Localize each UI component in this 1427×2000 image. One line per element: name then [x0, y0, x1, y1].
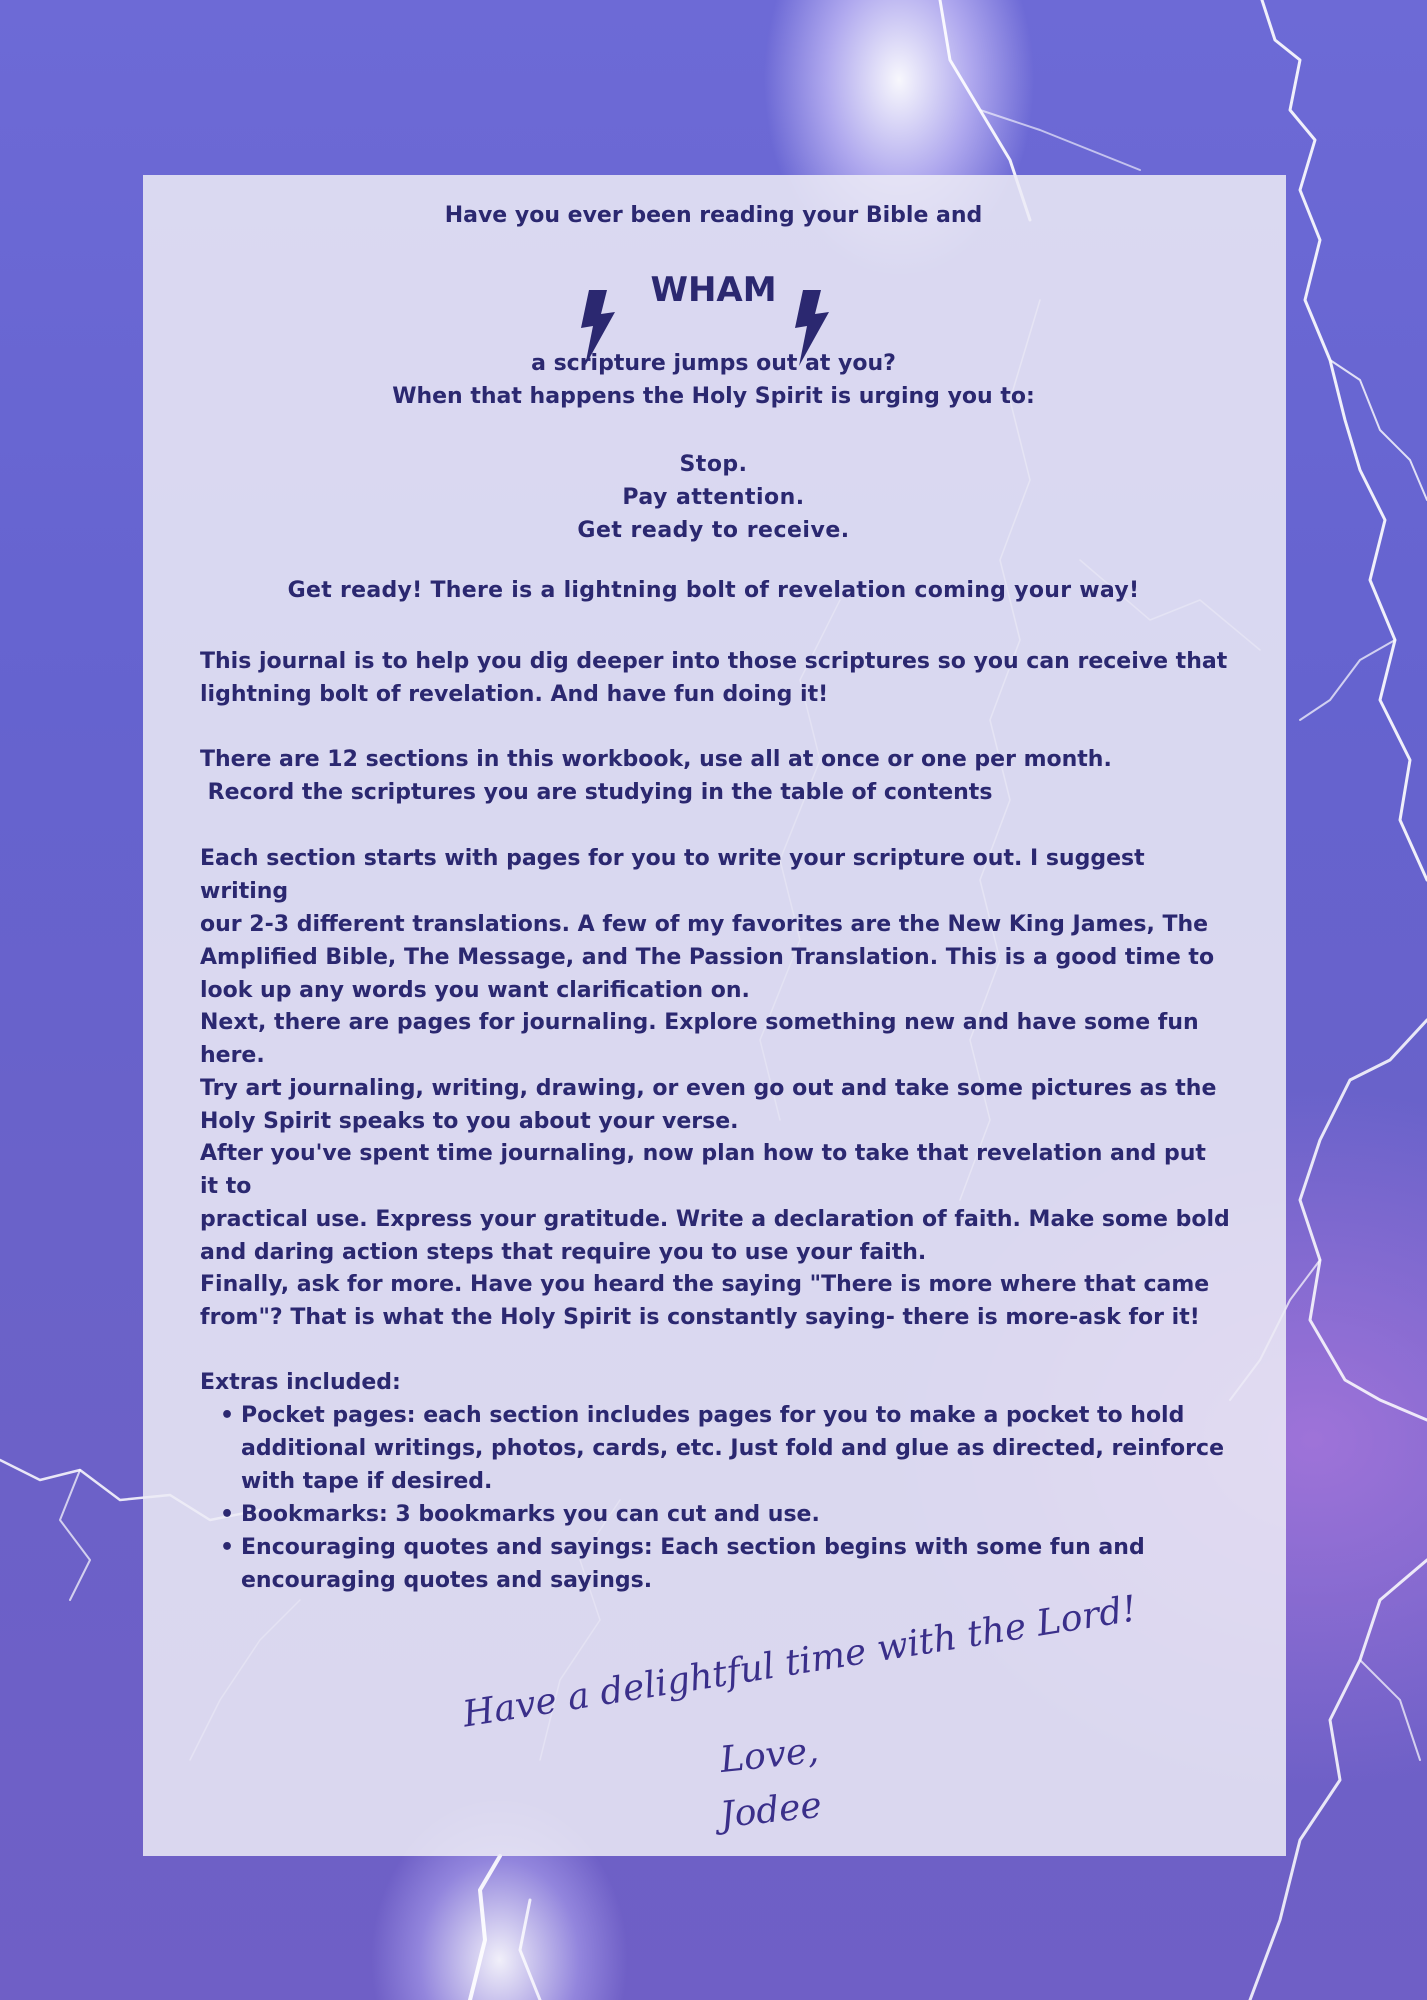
- paragraph-line: from"? That is what the Holy Spirit is constantly saying- there is more-ask for it!: [200, 1305, 1200, 1330]
- paragraph: [200, 1006, 1230, 1138]
- step-item: Get ready to receive.: [577, 518, 850, 543]
- subhead-line-2: When that happens the Holy Spirit is urging you to:: [392, 384, 1035, 409]
- list-item-line: • Bookmarks: 3 bookmarks you can cut and use.: [241, 1502, 820, 1527]
- paragraph-line: Holy Spirit speaks to you about your verse.: [200, 1109, 739, 1134]
- signature: Jodee: [718, 1784, 824, 1837]
- paragraph-line: and daring action steps that require you to use your faith.: [200, 1240, 927, 1265]
- extras-title: Extras included:: [200, 1370, 401, 1395]
- intro-line: Have you ever been reading your Bible and: [444, 203, 983, 228]
- list-item: [240, 1399, 1230, 1498]
- paragraph-line: Next, there are pages for journaling. Explore something new and have some fun here.: [200, 1010, 1199, 1068]
- step-item: Stop.: [679, 452, 748, 477]
- list-item-line: • Encouraging quotes and sayings: Each section begins with some fun and: [241, 1535, 1145, 1560]
- callout: Get ready! There is a lightning bolt of revelation coming your way!: [287, 578, 1140, 603]
- paragraph: [200, 1137, 1230, 1269]
- extras-list: [200, 1399, 1230, 1597]
- paragraph: [200, 645, 1230, 711]
- paragraph-line: our 2-3 different translations. A few of my favorites are the New King James, The: [200, 912, 1209, 937]
- paragraph: [200, 1268, 1230, 1334]
- extras-section: [200, 1366, 1230, 1597]
- steps-list: [0, 448, 1427, 547]
- list-item-line: with tape if desired.: [241, 1469, 493, 1494]
- list-item: [240, 1498, 1230, 1531]
- paragraph-line: Amplified Bible, The Message, and The Passion Translation. This is a good time to: [200, 945, 1215, 970]
- step-item: Pay attention.: [622, 485, 805, 510]
- paragraph-line: After you've spent time journaling, now plan how to take that revelation and put it to: [200, 1141, 1206, 1199]
- signoff: Have a delightful time with the Lord!: [460, 1588, 1140, 1736]
- closing: Love,: [718, 1729, 821, 1782]
- paragraph-line: look up any words you want clarification on.: [200, 978, 750, 1003]
- headline: WHAM: [650, 270, 777, 310]
- list-item-line: • Pocket pages: each section includes pages for you to make a pocket to hold: [241, 1403, 1185, 1428]
- paragraph-line: Record the scriptures you are studying in the table of contents: [200, 780, 993, 805]
- paragraph-line: practical use. Express your gratitude. Write a declaration of faith. Make some bold: [200, 1207, 1230, 1232]
- subhead-line-1: a scripture jumps out at you?: [531, 351, 896, 376]
- paragraph-line: There are 12 sections in this workbook, use all at once or one per month.: [200, 747, 1112, 772]
- list-item-line: additional writings, photos, cards, etc. Just fold and glue as directed, reinforce: [241, 1436, 1224, 1461]
- paragraph: [200, 743, 1230, 809]
- paragraph-line: Each section starts with pages for you to write your scripture out. I suggest writing: [200, 846, 1145, 904]
- paragraph-line: lightning bolt of revelation. And have fun doing it!: [200, 682, 829, 707]
- list-item: [240, 1531, 1230, 1597]
- paragraph-line: Try art journaling, writing, drawing, or even go out and take some pictures as the: [200, 1076, 1217, 1101]
- paragraph-line: This journal is to help you dig deeper into those scriptures so you can receive that: [200, 649, 1228, 674]
- list-item-line: encouraging quotes and sayings.: [241, 1568, 653, 1593]
- paragraph-line: Finally, ask for more. Have you heard the saying "There is more where that came: [200, 1272, 1210, 1297]
- paragraph: [200, 842, 1230, 1007]
